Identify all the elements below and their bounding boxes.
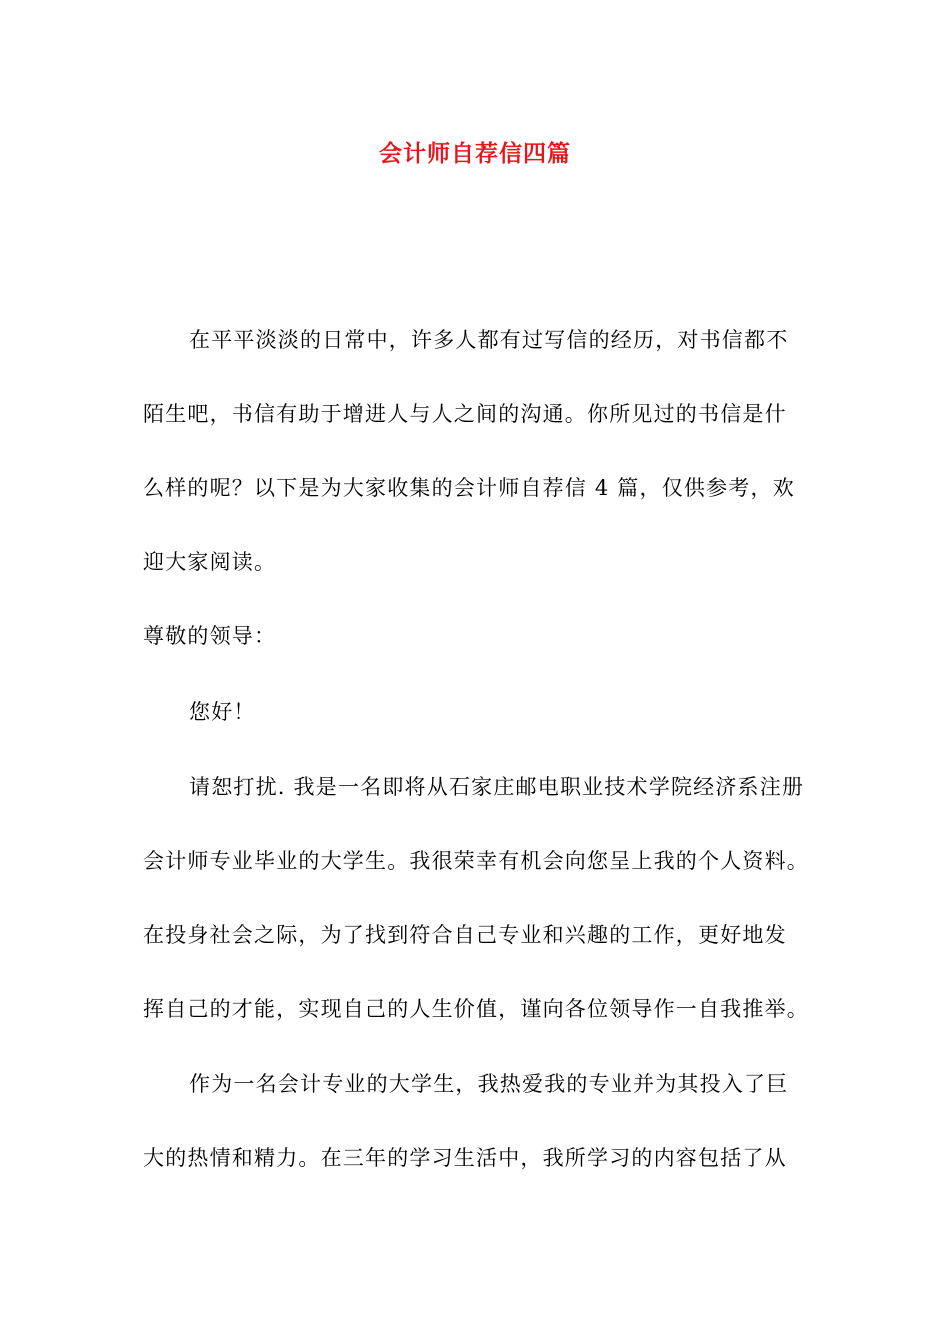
paragraph-line: 陌生吧，书信有助于增进人与人之间的沟通。你所见过的书信是什	[143, 402, 787, 426]
paragraph-line: 作为一名会计专业的大学生，我热爱我的专业并为其投入了巨	[189, 1072, 789, 1096]
paragraph-line: 请恕打扰. 我是一名即将从石家庄邮电职业技术学院经济系注册	[189, 775, 805, 799]
paragraph-line: 挥自己的才能，实现自己的人生价值，谨向各位领导作一自我推举。	[143, 997, 809, 1021]
greeting: 您好！	[189, 700, 256, 724]
paragraph-line: 在平平淡淡的日常中，许多人都有过写信的经历，对书信都不	[189, 328, 789, 352]
paragraph-line: 在投身社会之际，为了找到符合自己专业和兴趣的工作，更好地发	[143, 923, 787, 947]
paragraph-line: 迎大家阅读。	[143, 550, 277, 574]
salutation: 尊敬的领导：	[143, 624, 277, 648]
paragraph-line: 么样的呢？以下是为大家收集的会计师自荐信 4 篇，仅供参考，欢	[143, 476, 795, 500]
paragraph-line: 会计师专业毕业的大学生。我很荣幸有机会向您呈上我的个人资料。	[143, 849, 809, 873]
paragraph-line: 大的热情和精力。在三年的学习生活中，我所学习的内容包括了从	[143, 1146, 787, 1170]
document-title: 会计师自荐信四篇	[379, 141, 571, 167]
